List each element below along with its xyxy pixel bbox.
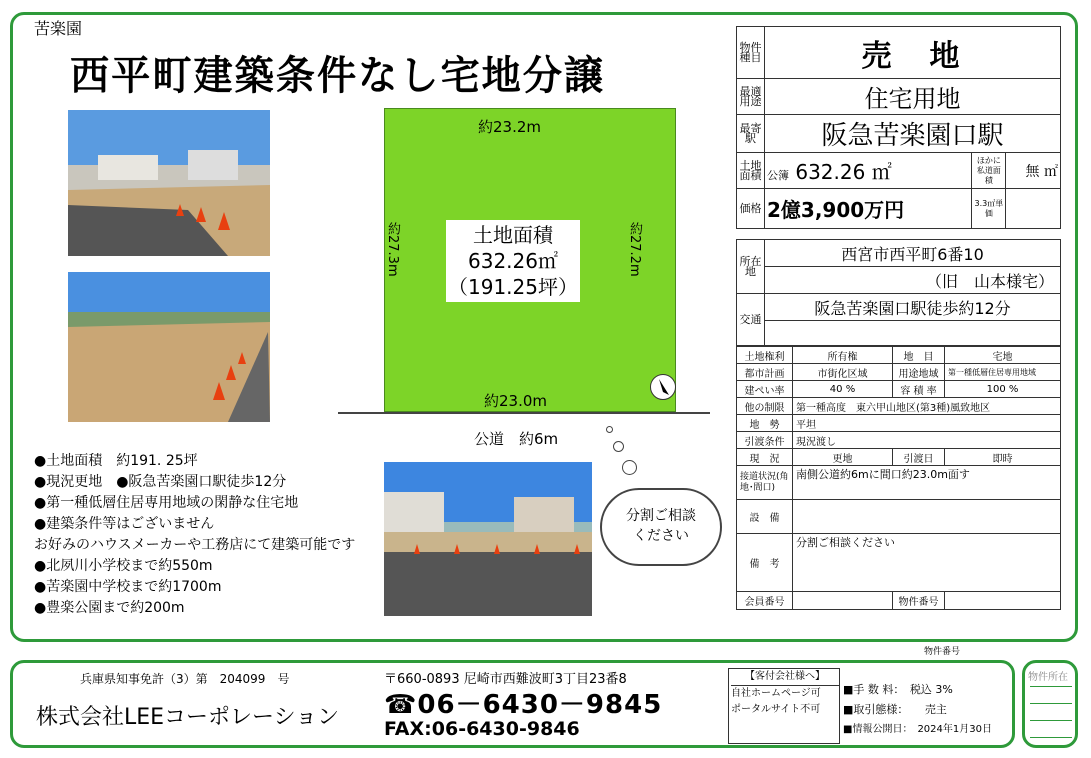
remarks-label: 備 考 — [737, 534, 793, 592]
terrain-value: 平坦 — [793, 415, 1061, 432]
north-arrow-icon — [650, 374, 676, 400]
restrictions-label: 他の制限 — [737, 398, 793, 415]
type-label: 物件種目 — [737, 27, 765, 79]
area-value: 632.26 ㎡ — [795, 160, 892, 184]
area-label: 土地面積 — [737, 153, 765, 189]
cloud-line-1: 分割ご相談 — [626, 508, 696, 524]
company-fax: FAX:06-6430-9846 — [384, 718, 580, 740]
far-label: 容 積 率 — [893, 381, 945, 398]
area-name: 苦楽園 — [34, 19, 83, 38]
use-label: 最適用途 — [737, 79, 765, 115]
rights-label: 土地権利 — [737, 347, 793, 364]
plot-bottom-dimension: 約23.0m — [484, 392, 548, 410]
feature-item: ●土地面積 約191. 25坪 — [34, 453, 198, 469]
site-photo-2-image — [68, 272, 270, 422]
site-photo-1 — [68, 110, 270, 256]
license-number: 兵庫県知事免許（3）第 204099 号 — [80, 672, 290, 686]
plot-top-dimension: 約23.2m — [478, 118, 542, 136]
thought-bubble-small — [606, 426, 613, 433]
transport-value: 阪急苦楽園口駅徒歩約12分 — [765, 294, 1061, 321]
private-road-value: 無 ㎡ — [1006, 153, 1061, 189]
private-road-label: ほかに私道面積 — [972, 153, 1006, 189]
feature-list — [34, 451, 355, 619]
spec-top-table — [736, 26, 1061, 229]
facilities-value — [793, 500, 1061, 534]
category-value: 宅地 — [945, 347, 1061, 364]
handover-date-label: 引渡日 — [893, 449, 945, 466]
transaction-mode: ■取引態様： 売主 — [843, 703, 947, 716]
price-label: 価格 — [737, 189, 765, 229]
area-cell — [765, 153, 972, 189]
category-label: 地 目 — [893, 347, 945, 364]
feature-item: ●豊楽公園まで約200m — [34, 600, 185, 616]
feature-item: ●第一種低層住居専用地域の閑静な住宅地 — [34, 495, 299, 511]
consultation-cloud — [600, 488, 722, 566]
site-photo-2 — [68, 272, 270, 422]
thought-bubble-large — [622, 460, 637, 475]
deal-terms — [843, 680, 992, 740]
handover-cond-value: 現況渡し — [793, 432, 1061, 449]
plot-area-sqm: 632.26㎡ — [468, 249, 558, 273]
side-line — [1030, 687, 1072, 704]
plot-area-label: 土地面積 — [473, 223, 553, 247]
feature-item: お好みのハウスメーカーや工務店にて建築可能です — [34, 537, 356, 553]
ad-line-2: ポータルサイト不可 — [731, 704, 821, 715]
bcr-value: 40 % — [793, 381, 893, 398]
property-no-label: 物件番号 — [893, 592, 945, 610]
site-photo-1-image — [68, 110, 270, 256]
status-label: 現 況 — [737, 449, 793, 466]
unit-price-label: 3.3㎡単価 — [972, 189, 1006, 229]
publish-date: ■情報公開日： 2024年1月30日 — [843, 724, 992, 735]
rights-value: 所有権 — [793, 347, 893, 364]
fee: ■手 数 料： 税込 3% — [843, 683, 953, 696]
address-line-1: 西宮市西平町6番10 — [765, 240, 1061, 267]
type-value: 売 地 — [765, 27, 1061, 79]
handover-date-value: 即時 — [945, 449, 1061, 466]
company-address: 〒660-0893 尼崎市西難波町3丁目23番8 — [384, 672, 627, 687]
spec-detail-table — [736, 346, 1061, 610]
access-value: 南側公道約6mに間口約23.0m面す — [793, 466, 1061, 500]
feature-item: ●北夙川小学校まで約550m — [34, 558, 213, 574]
unit-price-value — [1006, 189, 1061, 229]
feature-item: ●苦楽園中学校まで約1700m — [34, 579, 222, 595]
ad-permission-box — [728, 668, 840, 744]
zoning-value: 第一種低層住居専用地域 — [945, 364, 1061, 381]
zoning-label: 用途地域 — [893, 364, 945, 381]
station-label: 最寄駅 — [737, 115, 765, 153]
area-prefix: 公簿 — [767, 169, 789, 182]
ad-header: 【客付会社様へ】 — [731, 669, 839, 686]
member-no-value — [793, 592, 893, 610]
plot-right-dimension: 約27.2m — [627, 222, 642, 277]
plot-area-box — [446, 220, 580, 302]
bcr-label: 建ぺい率 — [737, 381, 793, 398]
site-photo-3 — [384, 462, 592, 616]
address-line-2: （旧 山本様宅） — [765, 267, 1061, 294]
city-plan-label: 都市計画 — [737, 364, 793, 381]
status-value: 更地 — [793, 449, 893, 466]
footer-property-no-label: 物件番号 — [924, 647, 961, 657]
property-no-value — [945, 592, 1061, 610]
member-no-label: 会員番号 — [737, 592, 793, 610]
far-value: 100 % — [945, 381, 1061, 398]
page-title: 西平町建築条件なし宅地分譲 — [70, 52, 606, 99]
road-label: 公道 約6m — [474, 430, 559, 448]
thought-bubble-medium — [613, 441, 624, 452]
company-phone: ☎06－6430－9845 — [384, 690, 663, 720]
handover-cond-label: 引渡条件 — [737, 432, 793, 449]
access-label: 接道状況(角地･間口) — [737, 466, 793, 500]
side-line — [1030, 704, 1072, 721]
site-photo-3-image — [384, 462, 592, 616]
ad-line-1: 自社ホームページ可 — [731, 688, 821, 699]
remarks-value: 分割ご相談ください — [793, 534, 1061, 592]
restrictions-value: 第一種高度 東六甲山地区(第3種)風致地区 — [793, 398, 1061, 415]
cloud-line-2: ください — [633, 528, 689, 544]
side-label: 物件所在 — [1028, 672, 1068, 683]
road-line — [338, 412, 710, 414]
city-plan-value: 市街化区域 — [793, 364, 893, 381]
facilities-label: 設 備 — [737, 500, 793, 534]
plot-area-tsubo: （191.25坪） — [448, 275, 578, 299]
terrain-label: 地 勢 — [737, 415, 793, 432]
price-value: 2億3,900万円 — [765, 189, 972, 229]
north-arrow-icon-glyph — [651, 375, 675, 399]
transport-label: 交通 — [737, 294, 765, 346]
company-name: 株式会社LEEコーポレーション — [36, 705, 340, 730]
spec-location-table — [736, 239, 1061, 346]
station-value: 阪急苦楽園口駅 — [765, 115, 1061, 153]
feature-item: ●現況更地 ●阪急苦楽園口駅徒歩12分 — [34, 474, 287, 490]
transport-empty — [765, 321, 1061, 346]
address-label: 所在地 — [737, 240, 765, 294]
spec-table — [736, 26, 1061, 610]
plot-left-dimension: 約27.3m — [385, 222, 400, 277]
side-lines — [1030, 686, 1072, 738]
feature-item: ●建築条件等はございません — [34, 516, 215, 532]
use-value: 住宅用地 — [765, 79, 1061, 115]
